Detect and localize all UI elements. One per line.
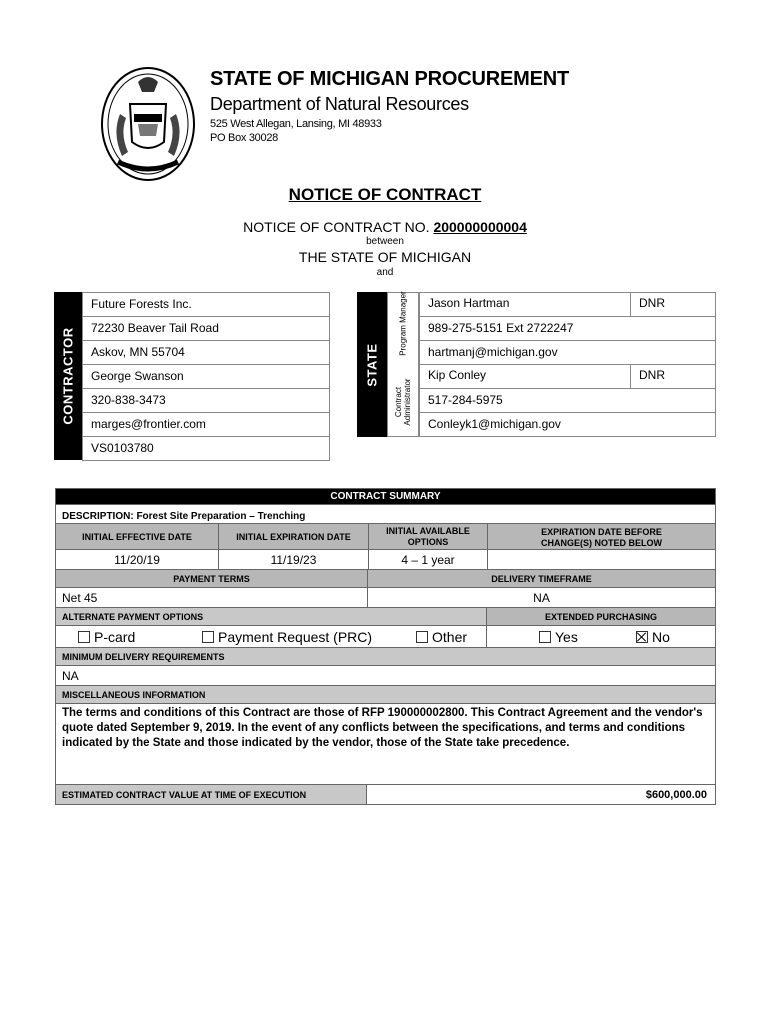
and-text: and [376,267,394,278]
misc-info: The terms and conditions of this Contract are those of RFP 190000002800. This Contract Agreement and the vendor's quote dated September 9, 2019. In the event of any conflicts between the specifications, and terms and conditions indicated by the State and those indicated by the vendor, those of the State take precedence. [55,703,716,785]
notice-number [0,219,770,235]
contractor-email: marges@frontier.com [82,412,330,437]
ca-agency: DNR [630,364,716,389]
header-address [210,117,382,145]
pm-name: Jason Hartman [419,292,631,317]
checkbox-icon [539,631,551,643]
pm-phone: 989-275-5151 Ext 2722247 [419,316,716,341]
checkbox-icon [78,631,90,643]
ca-email: Conleyk1@michigan.gov [419,412,716,437]
col-expiration-date: INITIAL EXPIRATION DATE [218,523,369,550]
option-yes-label: Yes [555,629,578,645]
contractor-label: CONTRACTOR [60,327,76,425]
pm-agency: DNR [630,292,716,317]
notice-number-value: 200000000004 [433,219,527,235]
option-yes[interactable] [539,626,578,648]
option-other-label: Other [432,629,468,645]
state-label-bar [357,292,387,437]
party-state: THE STATE OF MICHIGAN [298,249,472,265]
state-label: STATE [364,342,380,387]
contractor-contact: George Swanson [82,364,330,389]
option-prc-label: Payment Request (PRC) [218,629,373,645]
option-no[interactable] [636,626,670,648]
contractor-name: Future Forests Inc. [82,292,330,317]
expiration-before-value [487,549,716,570]
extended-purchasing-options [486,625,716,648]
payment-terms: Net 45 [55,587,368,608]
col-effective-date: INITIAL EFFECTIVE DATE [55,523,219,550]
summary-title: CONTRACT SUMMARY [55,488,716,505]
header-title: STATE OF MICHIGAN PROCUREMENT [210,68,570,90]
misc-label: MISCELLANEOUS INFORMATION [55,685,716,704]
extended-purchasing-label: EXTENDED PURCHASING [486,607,716,626]
min-delivery-label: MINIMUM DELIVERY REQUIREMENTS [55,647,716,666]
option-pcard-label: P-card [94,629,136,645]
contract-administrator-label: Contract Administrator [394,378,412,426]
summary-description: DESCRIPTION: Forest Site Preparation – Trenching [55,504,716,524]
contractor-vendor-id: VS0103780 [82,436,330,461]
alternate-payment-options [55,625,487,648]
col-expiration-before: EXPIRATION DATE BEFORE CHANGE(S) NOTED BELOW [487,523,716,550]
delivery-timeframe-label: DELIVERY TIMEFRAME [367,569,716,588]
checkbox-icon [416,631,428,643]
contractor-city: Askov, MN 55704 [82,340,330,365]
checkbox-icon [202,631,214,643]
option-pcard[interactable] [78,626,135,648]
contractor-label-bar [54,292,82,460]
header-department: Department of Natural Resources [210,94,469,114]
alternate-payment-label: ALTERNATE PAYMENT OPTIONS [55,607,487,626]
delivery-timeframe: NA [367,587,716,608]
payment-terms-label: PAYMENT TERMS [55,569,368,588]
checkbox-checked-icon [636,631,648,643]
option-no-label: No [652,629,670,645]
contract-value: $600,000.00 [366,784,716,805]
col-available-options: INITIAL AVAILABLE OPTIONS [368,523,488,550]
available-options: 4 – 1 year [368,549,488,570]
notice-number-label: NOTICE OF CONTRACT NO. [243,219,430,235]
pm-email: hartmanj@michigan.gov [419,340,716,365]
between-text: between [366,236,404,247]
option-prc[interactable] [202,626,372,648]
program-manager-label: Program Manager [398,291,408,356]
contractor-street: 72230 Beaver Tail Road [82,316,330,341]
option-other[interactable] [416,626,467,648]
contract-value-label: ESTIMATED CONTRACT VALUE AT TIME OF EXECUTION [55,784,367,805]
notice-title: NOTICE OF CONTRACT [288,185,482,204]
min-delivery: NA [55,665,716,686]
address-line-2: PO Box 30028 [210,132,278,144]
ca-name: Kip Conley [419,364,631,389]
state-role-column [387,292,419,437]
expiration-date: 11/19/23 [218,549,369,570]
address-line-1: 525 West Allegan, Lansing, MI 48933 [210,118,382,130]
state-seal [98,64,198,184]
contractor-phone: 320-838-3473 [82,388,330,413]
effective-date: 11/20/19 [55,549,219,570]
ca-phone: 517-284-5975 [419,388,716,413]
